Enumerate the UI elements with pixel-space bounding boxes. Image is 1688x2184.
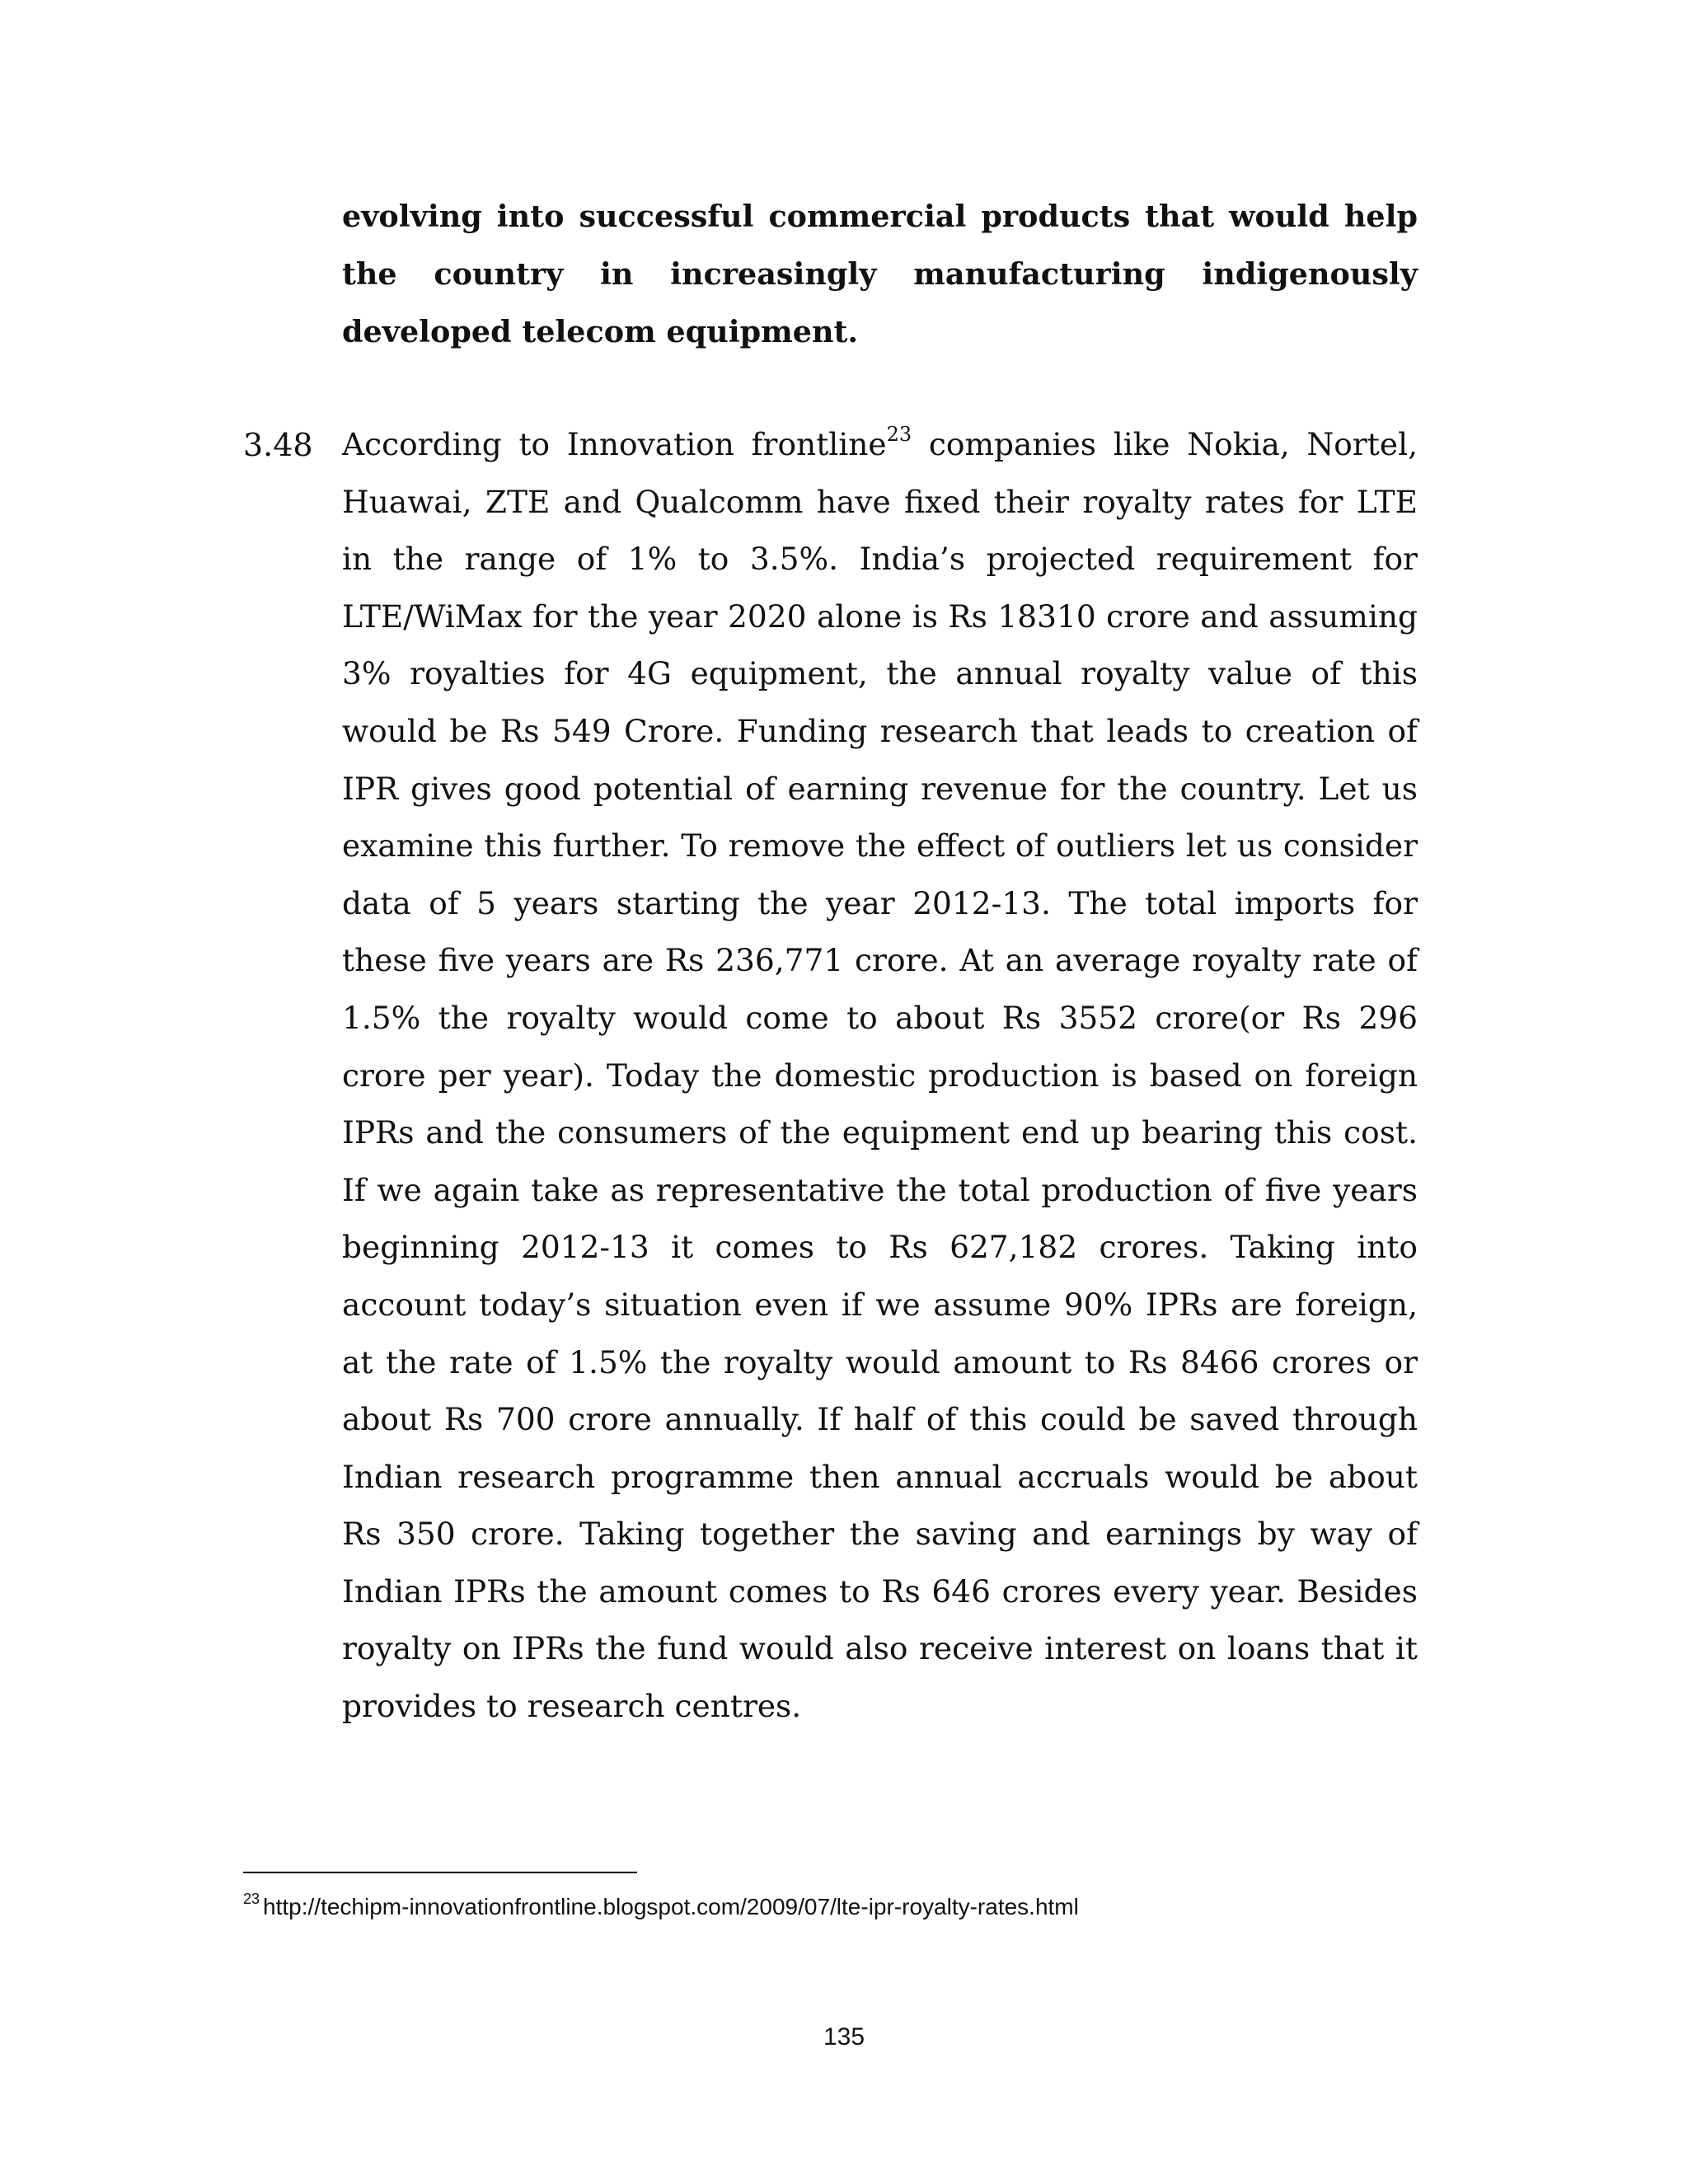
paragraph-number: 3.48 [243, 427, 313, 463]
paragraph-text-rest: companies like Nokia, Nortel, Huawai, ZTE and Qualcomm have fixed their royalty rates for LTE in the range of 1% to 3.5%. India’s projected requirement for LTE/WiMax for the year 2020 alone is Rs 18310 crore and assuming 3% royalties for 4G equipment, the annual royalty value of this would be Rs 549 Crore. Funding research that leads to creation of IPR gives good potential of earning revenue for the country. Let us examine this further. To remove the effect of outliers let us consider data of 5 years starting the year 2012-13. The total imports for these five years are Rs 236,771 crore. At an average royalty rate of 1.5% the royalty would come to about Rs 3552 crore(or Rs 296 crore per year). Today the domestic production is based on foreign IPRs and the consumers of the equipment end up bearing this cost. If we again take as representative the total production of five years beginning 2012-13 it comes to Rs 627,182 crores. Taking into account today’s situation even if we assume 90% IPRs are foreign, at the rate of 1.5% the royalty would amount to Rs 8466 crores or about Rs 700 crore annually. If half of this could be saved through Indian research programme then annual accruals would be about Rs 350 crore. Taking together the saving and earnings by way of Indian IPRs the amount comes to Rs 646 crores every year. Besides royalty on IPRs the fund would also receive interest on loans that it provides to research centres. [342, 426, 1418, 1725]
bold-continuation-text: evolving into successful commercial products that would help the country in increasingly manufacturing indigenously developed telecom equipment. [342, 199, 1418, 349]
footnote-link[interactable]: http://techipm-innovationfrontline.blogspot.com/2009/07/lte-ipr-royalty-rates.html [263, 1894, 1079, 1919]
page-number: 135 [823, 2023, 865, 2050]
paragraph-text-start: According to Innovation frontline [342, 426, 887, 462]
footnote [243, 1889, 1479, 1925]
footnote-reference[interactable]: 23 [886, 423, 912, 447]
footnote-divider [243, 1872, 637, 1873]
paragraph-body [342, 416, 1418, 1736]
footnote-marker: 23 [243, 1891, 260, 1908]
